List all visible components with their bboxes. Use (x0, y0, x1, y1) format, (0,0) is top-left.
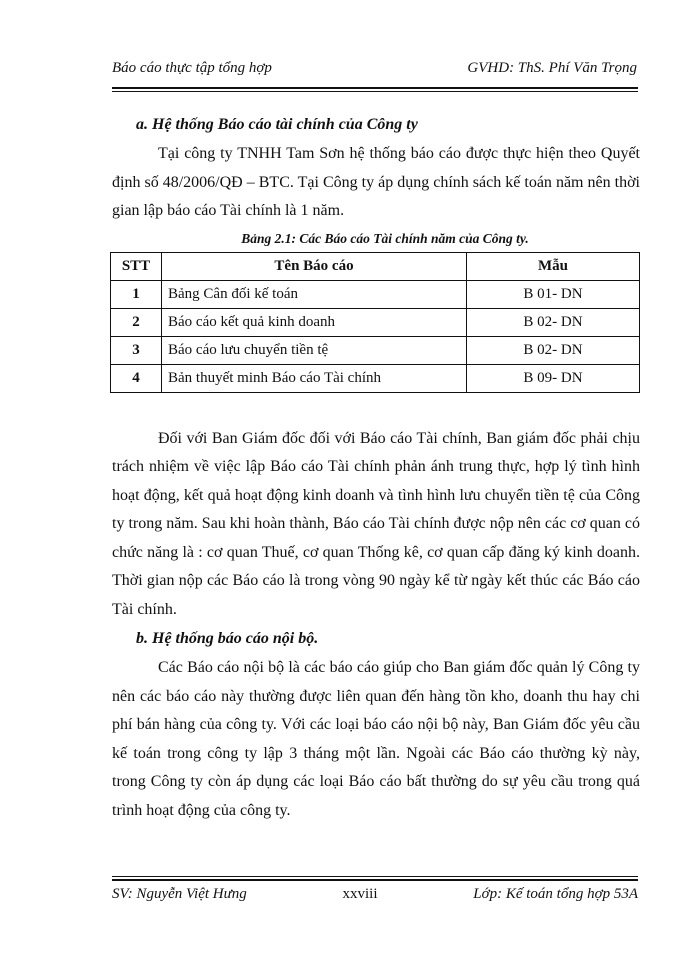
table-caption: Bảng 2.1: Các Báo cáo Tài chính năm của Công ty. (241, 230, 529, 246)
header-rule-thin (112, 91, 638, 92)
table-row (111, 280, 640, 308)
page-header (112, 60, 637, 77)
footer-class: Lớp: Kế toán tổng hợp 53A (473, 886, 638, 902)
header-rule (112, 87, 638, 89)
footer-rule-thin (112, 876, 638, 877)
section-b-heading: b. Hệ thống báo cáo nội bộ. (136, 630, 319, 647)
table-cell-stt: 1 (111, 280, 162, 308)
table-row (111, 364, 640, 392)
page-content (112, 110, 640, 825)
footer-student: SV: Nguyễn Việt Hưng (112, 886, 247, 902)
table-cell-stt: 3 (111, 336, 162, 364)
table-cell-name: Báo cáo lưu chuyển tiền tệ (162, 336, 467, 364)
table-header-form: Mẫu (467, 252, 640, 280)
table-cell-name: Bảng Cân đối kế toán (162, 280, 467, 308)
table-cell-name: Báo cáo kết quả kinh doanh (162, 308, 467, 336)
page-footer (112, 886, 638, 903)
page-number: xxviii (342, 886, 378, 902)
header-supervisor: GVHD: ThS. Phí Văn Trọng (467, 60, 637, 76)
table-row (111, 336, 640, 364)
table-header-stt: STT (111, 252, 162, 280)
header-report-title: Báo cáo thực tập tổng hợp (112, 60, 272, 76)
table-cell-form: B 02- DN (467, 308, 640, 336)
footer-rule (112, 879, 638, 881)
table-cell-form: B 02- DN (467, 336, 640, 364)
table-header-name: Tên Báo cáo (162, 252, 467, 280)
table-header-row (111, 252, 640, 280)
section-a-paragraph: Tại công ty TNHH Tam Sơn hệ thống báo cáo được thực hiện theo Quyết định số 48/2006/QĐ – BTC. Tại Công ty áp dụng chính sách kế toán năm nên thời gian lập báo cáo Tài chính là 1 năm. (112, 145, 640, 219)
section-a-heading: a. Hệ thống Báo cáo tài chính của Công ty (136, 116, 418, 133)
section-a-paragraph-2: Đối với Ban Giám đốc đối với Báo cáo Tài chính, Ban giám đốc phải chịu trách nhiệm về việc lập Báo cáo Tài chính phản ánh trung thực, hợp lý tình hình hoạt động, kết quả hoạt động kinh doanh và tình hình lưu chuyển tiền tệ của Công ty trong năm. Sau khi hoàn thành, Báo cáo Tài chính được nộp nên các cơ quan có chức năng là : cơ quan Thuế, cơ quan Thống kê, cơ quan cấp đăng ký kinh doanh. Thời gian nộp các Báo cáo là trong vòng 90 ngày kể từ ngày kết thúc các Báo cáo Tài chính. (112, 429, 640, 618)
table-cell-stt: 4 (111, 364, 162, 392)
table-cell-form: B 01- DN (467, 280, 640, 308)
section-b-paragraph: Các Báo cáo nội bộ là các báo cáo giúp cho Ban giám đốc quản lý Công ty nên các báo cáo này thường được liên quan đến hàng tồn kho, doanh thu hay chi phí bán hàng của công ty. Với các loại báo cáo nội bộ này, Ban Giám đốc yêu cầu kế toán trong công ty lập 3 tháng một lần. Ngoài các Báo cáo thường kỳ này, trong Công ty còn áp dụng các loại Báo cáo bất thường do sự yêu cầu trong quá trình hoạt động của công ty. (112, 659, 640, 819)
table-cell-stt: 2 (111, 308, 162, 336)
financial-report-table (110, 252, 640, 393)
table-cell-form: B 09- DN (467, 364, 640, 392)
table-row (111, 308, 640, 336)
table-cell-name: Bản thuyết minh Báo cáo Tài chính (162, 364, 467, 392)
